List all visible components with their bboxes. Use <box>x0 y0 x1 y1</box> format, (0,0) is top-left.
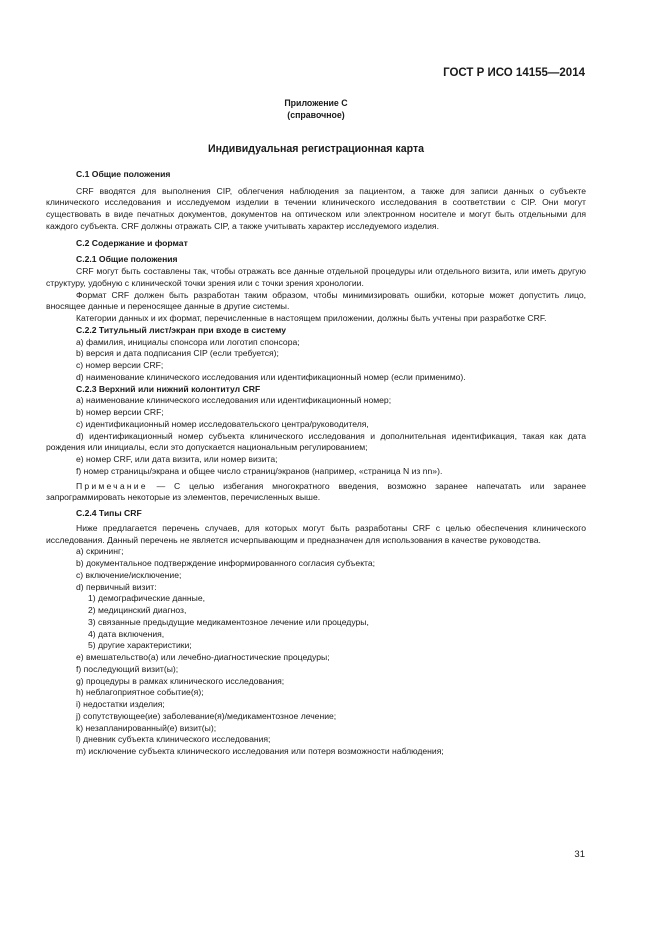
section-c24-list <box>46 546 586 758</box>
list-item: d) наименование клинического исследования или идентификационный номер (если применимо). <box>76 371 466 382</box>
list-item: l) дневник субъекта клинического исследования; <box>76 734 271 745</box>
list-item: b) версия и дата подписания CIP (если требуется); <box>76 348 279 359</box>
page-number: 31 <box>574 849 585 860</box>
list-item: h) неблагоприятное событие(я); <box>76 687 204 698</box>
list-item: j) сопутствующее(ие) заболевание(я)/медикаментозное лечение; <box>76 710 337 721</box>
page-content <box>46 97 586 758</box>
list-item: a) скрининг; <box>76 546 124 557</box>
section-c21-paragraph-2: Формат CRF должен быть разработан таким образом, чтобы минимизировать ошибки, которые может допустить лицо, вносящее данные и переносящее данные в другие системы. <box>46 289 586 312</box>
sub-list-item: 1) демографические данные, <box>88 593 205 604</box>
list-item: d) идентификационный номер субъекта клинического исследования и дополнительная идентификация, такая как дата рождения или инициалы, если это допускается национальным регулированием; <box>46 430 586 453</box>
list-item: f) номер страницы/экрана и общее число страниц/экранов (например, «страница N из nn»). <box>76 465 443 476</box>
section-c24-intro: Ниже предлагается перечень случаев, для которых могут быть разработаны CRF с целью обеспечения клинического исследования. Данный перечень не является исчерпывающим и предназначен для использования в качестве руководства. <box>46 522 586 545</box>
section-c22-list <box>46 337 586 384</box>
list-item: c) номер версии CRF; <box>76 360 164 370</box>
list-item: b) документальное подтверждение информированного согласия субъекта; <box>76 558 376 568</box>
standard-designation: ГОСТ Р ИСО 14155—2014 <box>443 67 585 79</box>
list-item: m) исключение субъекта клинического исследования или потеря возможности наблюдения; <box>76 746 444 756</box>
list-item: c) идентификационный номер исследовательского центра/руководителя, <box>76 418 369 429</box>
list-item: e) вмешательство(а) или лечебно-диагностические процедуры; <box>76 652 330 662</box>
section-c1-paragraph: CRF вводятся для выполнения CIP, облегчения наблюдения за пациентом, а также для записи данных о субъекте клинического исследования и исследуемом изделии в течении клинического исследования в соответствии с CIP. Они могут существовать в виде печатных документов, документов на оптическом или электронном носителе и могут быть отдельными для каждого субъекта. CRF должны отражать CIP, а также учитывать характер исследуемого изделия. <box>46 185 586 231</box>
list-item: b) номер версии CRF; <box>76 407 164 417</box>
note-text: — С целью избегания многократного введения, возможно заранее напечатать или заранее запрограммировать некоторые из элементов, перечисленных выше. <box>46 480 586 503</box>
section-c21-paragraph-3: Категории данных и их формат, перечисленные в настоящем приложении, должны быть учтены при разработке CRF. <box>76 313 547 323</box>
list-item: e) номер CRF, или дата визита, или номер визита; <box>76 454 278 464</box>
sub-list-item: 5) другие характеристики; <box>88 640 192 651</box>
sub-list-item: 4) дата включения, <box>88 628 165 639</box>
note-label: Примечание <box>76 480 148 491</box>
sub-list-item: 3) связанные предыдущие медикаментозное лечение или процедуры, <box>88 616 369 627</box>
section-c2-heading: С.2 Содержание и формат <box>76 237 188 248</box>
section-c23-heading: С.2.3 Верхний или нижний колонтитул CRF <box>76 383 261 394</box>
list-item: g) процедуры в рамках клинического исследования; <box>76 675 285 686</box>
section-c22-heading: С.2.2 Титульный лист/экран при входе в систему <box>76 324 287 335</box>
section-c23-list <box>46 395 586 477</box>
list-item: a) фамилия, инициалы спонсора или логотип спонсора; <box>76 336 300 347</box>
section-c1-heading: С.1 Общие положения <box>76 168 171 179</box>
appendix-type: (справочное) <box>287 110 345 120</box>
page-title: Индивидуальная регистрационная карта <box>207 143 425 155</box>
section-c24-heading: С.2.4 Типы CRF <box>76 508 142 518</box>
section-c21-paragraph-1: CRF могут быть составлены так, чтобы отражать все данные отдельной процедуры или отдельного визита, или иметь другую структуру, удобную с клинической точки зрения или с точки зрения хронологии. <box>46 266 586 288</box>
section-c21-heading: С.2.1 Общие положения <box>76 254 178 265</box>
list-item: f) последующий визит(ы); <box>76 663 179 674</box>
appendix-label: Приложение С <box>284 98 348 108</box>
list-item: k) незапланированный(е) визит(ы); <box>76 722 217 733</box>
sub-list-item: 2) медицинский диагноз, <box>88 605 187 615</box>
list-item: c) включение/исключение; <box>76 569 182 580</box>
list-item: a) наименование клинического исследования или идентификационный номер; <box>76 395 392 406</box>
list-item: i) недостатки изделия; <box>76 699 165 709</box>
list-item: d) первичный визит: <box>76 581 157 592</box>
note <box>46 481 586 505</box>
